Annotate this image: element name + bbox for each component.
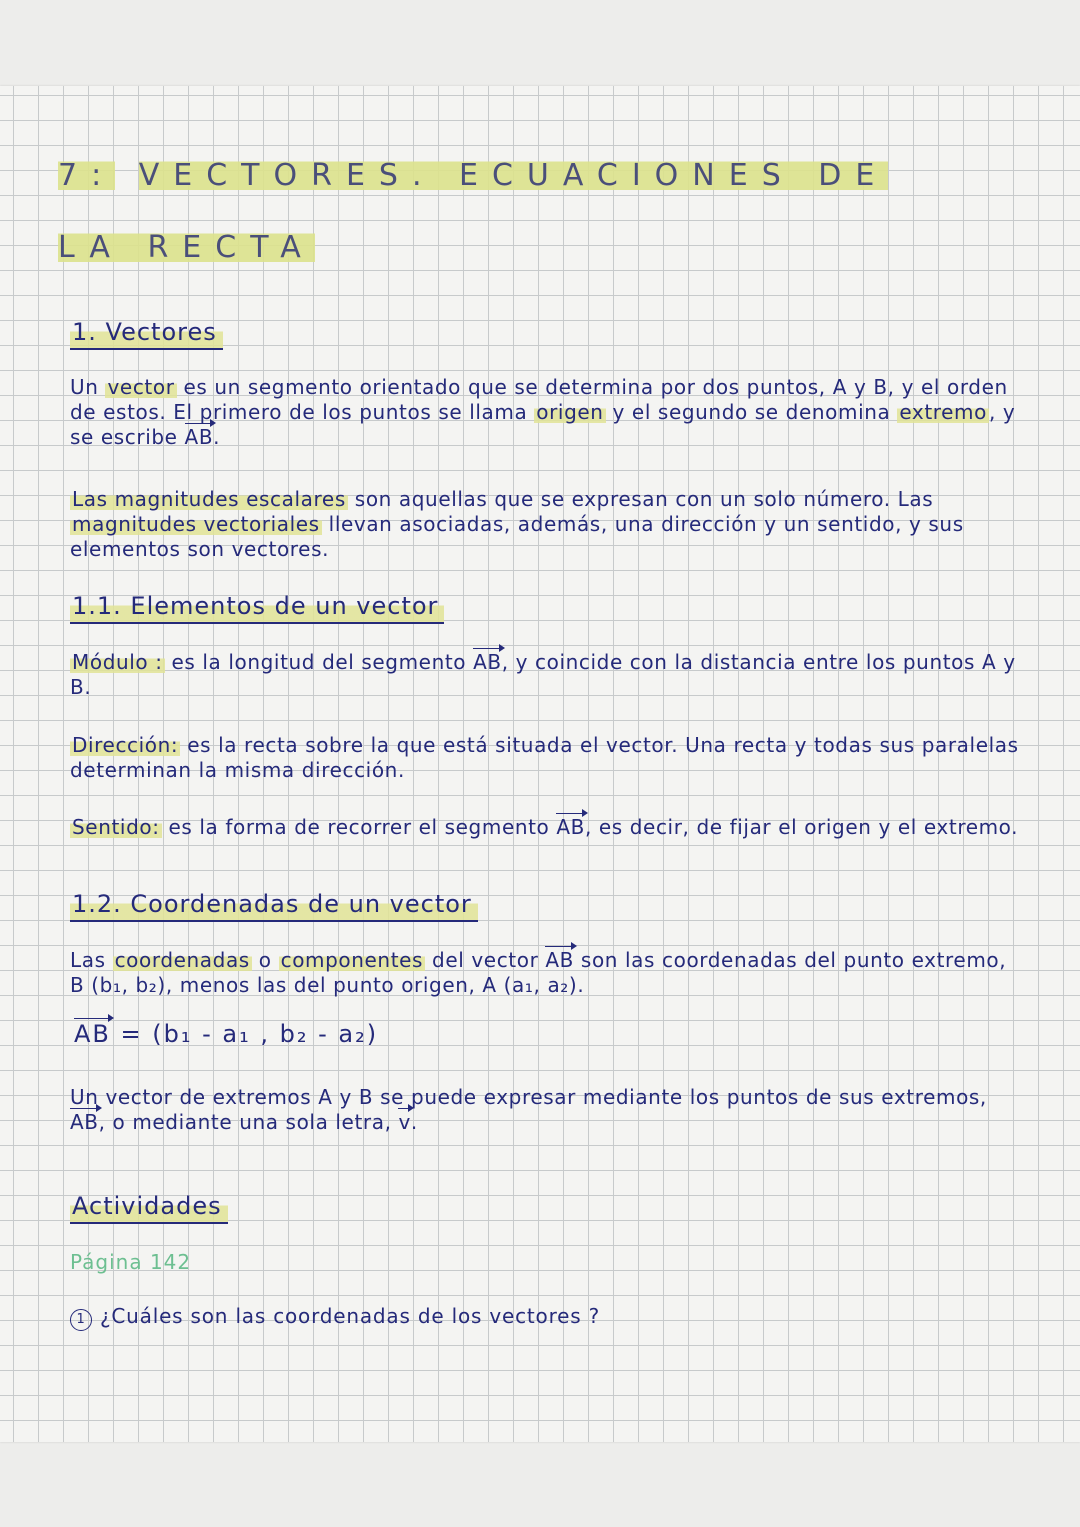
page-title: [58, 130, 1018, 294]
vector-ab-symbol: AB: [184, 425, 214, 449]
title-line-1: 7: VECTORES. ECUACIONES DE: [58, 158, 889, 193]
formula-vector-coordinates: AB = (b₁ - a₁ , b₂ - a₂): [74, 1020, 379, 1048]
paragraph-direccion: Dirección: es la recta sobre la que está situada el vector. Una recta y todas sus paralelas determinan la misma dirección.: [70, 733, 1019, 782]
vector-v-symbol: v: [398, 1110, 411, 1134]
page-reference: Página 142: [70, 1250, 192, 1274]
heading-actividades: Actividades: [70, 1192, 228, 1220]
paragraph-coordenadas: Las coordenadas o componentes del vector AB son las coordenadas del punto extremo, B (b₁, b₂), menos las del punto origen, A (a₁, a₂).: [70, 948, 1007, 997]
paragraph-magnitudes: Las magnitudes escalares son aquellas que se expresan con un solo número. Las magnitudes vectoriales llevan asociadas, además, una dirección y un sentido, y sus elementos son vectores.: [70, 487, 964, 561]
heading-vectores: 1. Vectores: [70, 318, 223, 346]
paragraph-sentido: Sentido: es la forma de recorrer el segmento AB, es decir, de fijar el origen y el extremo.: [72, 815, 1019, 839]
question-number-badge: 1: [70, 1309, 92, 1331]
paragraph-expresar-vector: Un vector de extremos A y B se puede expresar mediante los puntos de sus extremos, AB, o mediante una sola letra, v.: [70, 1085, 987, 1134]
vector-ab-symbol: AB: [473, 650, 502, 674]
paragraph-modulo: Módulo : es la longitud del segmento AB, y coincide con la distancia entre los puntos A y B.: [70, 650, 1016, 699]
title-line-2: LA RECTA: [58, 230, 315, 265]
heading-elementos: 1.1. Elementos de un vector: [70, 592, 444, 620]
vector-ab-symbol: AB: [70, 1110, 99, 1134]
paragraph-vector-definition: Un vector es un segmento orientado que se determina por dos puntos, A y B, y el orden de estos. El primero de los puntos se llama origen y el segundo se denomina extremo , y se escribe AB.: [70, 375, 1016, 449]
vector-ab-symbol: AB: [545, 948, 574, 972]
activity-question-1: 1 ¿Cuáles son las coordenadas de los vectores ?: [70, 1304, 600, 1331]
heading-coordenadas: 1.2. Coordenadas de un vector: [70, 890, 478, 918]
vector-ab-symbol: AB: [556, 815, 585, 839]
vector-ab-symbol: AB: [74, 1020, 111, 1048]
